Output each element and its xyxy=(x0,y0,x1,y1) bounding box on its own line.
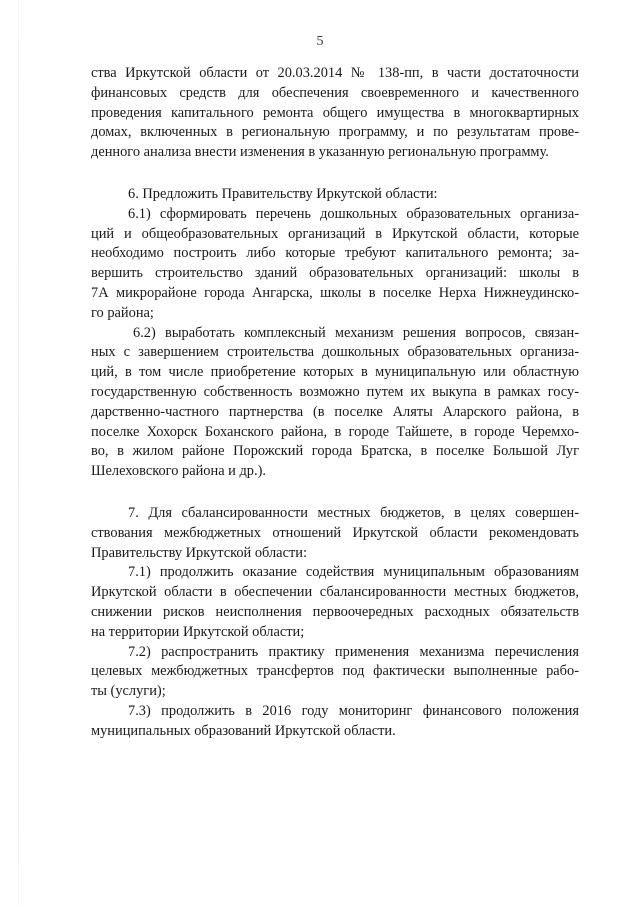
text-line: на территории Иркутской области; xyxy=(91,623,305,640)
text-line: 7. Для сбалансированности местных бюджетов, в целях совершен- xyxy=(128,504,579,521)
text-line: вершить строительство зданий образовательных организаций: школы в xyxy=(91,265,579,282)
text-line: финансовых средств для обеспечения своевременного и качественного xyxy=(91,84,579,101)
section-6 xyxy=(91,185,579,482)
item-6-2 xyxy=(91,324,579,482)
document-body xyxy=(91,64,579,742)
text-line: проведения капитального ремонта общего имущества в многоквартирных xyxy=(91,104,579,121)
text-line: Иркутской области в обеспечении сбалансированности местных бюджетов, xyxy=(91,584,579,601)
text-line: ства Иркутской области от 20.03.2014 № 138-пп, в части достаточности xyxy=(91,65,579,81)
text-line: государственную собственность возможно путем их выкупа в рамках госу- xyxy=(91,383,579,400)
text-line: 6.1) сформировать перечень дошкольных образовательных организа- xyxy=(128,205,579,222)
text-line: ты (услуги); xyxy=(91,683,166,700)
text-line: целевых межбюджетных трансфертов под фактически выполненные рабо- xyxy=(91,663,579,680)
text-line: ных с завершением строительства дошкольных образовательных организа- xyxy=(91,344,579,361)
text-line: Шелеховского района и др.). xyxy=(91,463,266,480)
item-7-1 xyxy=(91,563,579,642)
page-number: 5 xyxy=(316,34,324,49)
text-line: домах, включенных в региональную программу, и по результатам прове- xyxy=(91,124,579,141)
section-7 xyxy=(91,504,579,742)
text-line: ций и общеобразовательных организаций в Иркутской области, которые xyxy=(91,225,579,242)
text-line: 7.3) продолжить в 2016 году мониторинг финансового положения xyxy=(128,702,579,719)
text-line: 7А микрорайоне города Ангарска, школы в поселке Нерха Нижнеудинско- xyxy=(91,284,579,301)
text-line: ствования межбюджетных отношений Иркутской области рекомендовать xyxy=(91,524,579,541)
text-line: необходимо построить либо которые требуют капитального ремонта; за- xyxy=(91,245,579,262)
text-line: го района; xyxy=(91,304,154,321)
item-7-2 xyxy=(91,643,579,702)
text-line: 7.1) продолжить оказание содействия муниципальным образованиям xyxy=(128,564,579,581)
text-line: снижении рисков неисполнения первоочередных расходных обязательств xyxy=(91,603,579,620)
text-line: денного анализа внести изменения в указанную региональную программу. xyxy=(91,144,549,161)
paragraph-intro xyxy=(91,64,579,163)
scan-edge xyxy=(18,0,19,905)
text-line: поселке Хохорск Боханского района, в городе Тайшете, в городе Черемхо- xyxy=(91,423,579,440)
item-7-3 xyxy=(91,702,579,742)
text-line: ций, в том числе приобретение которых в муниципальную или областную xyxy=(91,364,579,381)
item-6-1 xyxy=(91,205,579,324)
text-line: муниципальных образований Иркутской области. xyxy=(91,722,396,739)
text-line: дарственно-частного партнерства (в поселке Аляты Аларского района, в xyxy=(91,403,579,420)
text-line: во, в жилом районе Порожский города Братска, в поселке Большой Луг xyxy=(91,443,579,460)
section-6-heading: 6. Предложить Правительству Иркутской области: xyxy=(128,185,438,202)
section-7-heading xyxy=(91,504,579,563)
text-line: 7.2) распространить практику применения механизма перечисления xyxy=(128,643,579,660)
text-line: 6.2) выработать комплексный механизм решения вопросов, связан- xyxy=(133,324,579,341)
text-line: Правительству Иркутской области: xyxy=(91,544,307,561)
